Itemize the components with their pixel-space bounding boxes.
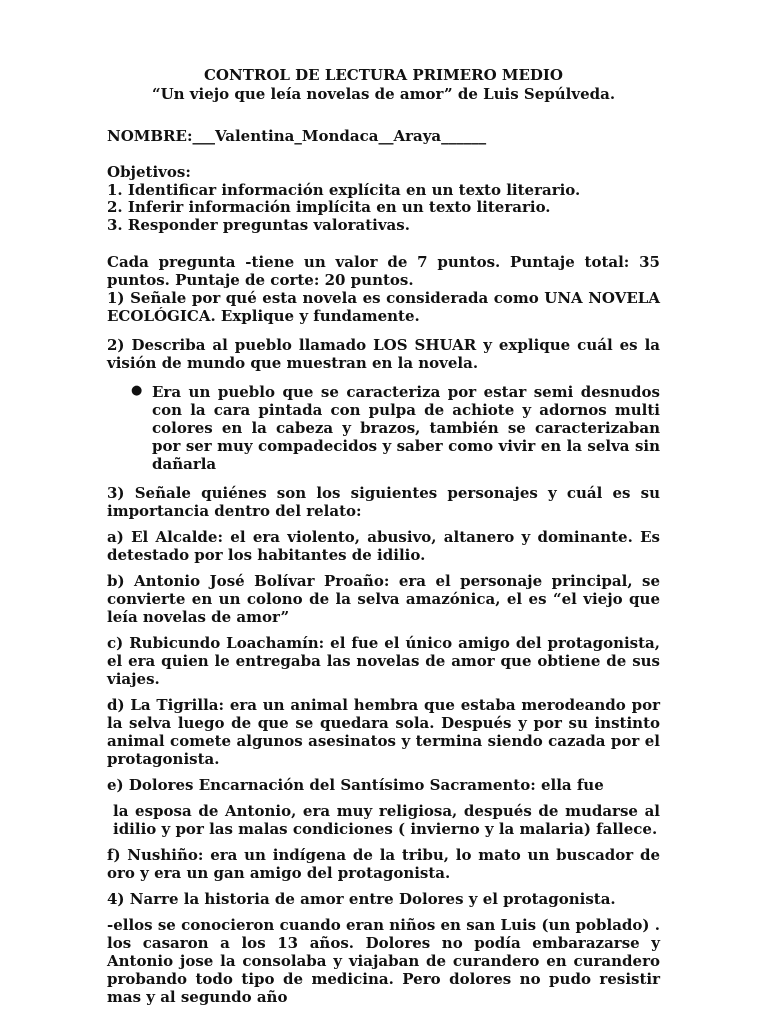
question-2: 2) Describa al pueblo llamado LOS SHUAR y explique cuál es la visión de mundo que muestran en la novela. bbox=[107, 336, 660, 372]
objectives-heading: Objetivos: bbox=[107, 163, 191, 181]
answer-4: -ellos se conocieron cuando eran niños en san Luis (un poblado) . los casaron a los 13 años. Dolores no podía embarazarse y Antonio jose la consolaba y viajaban de curandero en curandero probando todo tipo de medicina. Pero dolores no pudo resistir mas y al segundo año bbox=[107, 916, 660, 1006]
objective-item: 3. Responder preguntas valorativas. bbox=[107, 215, 410, 234]
answer-3b: b) Antonio José Bolívar Proaño: era el personaje principal, se convierte en un colono de la selva amazónica, el es “el viejo que leía novelas de amor” bbox=[107, 572, 660, 626]
objective-item: 2. Inferir información implícita en un texto literario. bbox=[107, 198, 551, 216]
objectives-section bbox=[107, 164, 660, 234]
answer-3f: f) Nushiño: era un indígena de la tribu, lo mato un buscador de oro y era un gan amigo del protagonista. bbox=[107, 846, 660, 882]
answer-2: Era un pueblo que se caracteriza por estar semi desnudos con la cara pintada con pulpa de achiote y adornos multi colores en la cabeza y brazos, también se caracterizaban por ser muy compadecidos y saber como vivir en la selva sin dañarla bbox=[152, 383, 660, 473]
question-3: 3) Señale quiénes son los siguientes personajes y cuál es su importancia dentro del relato: bbox=[107, 484, 660, 520]
student-name-line: NOMBRE:___Valentina_Mondaca__Araya______ bbox=[107, 127, 487, 145]
bullet-dot-icon: ● bbox=[131, 383, 143, 398]
answer-3e-heading: e) Dolores Encarnación del Santísimo Sacramento: ella fue bbox=[107, 776, 604, 794]
question-4: 4) Narre la historia de amor entre Dolores y el protagonista. bbox=[107, 890, 616, 908]
answer-3e-body: la esposa de Antonio, era muy religiosa, después de mudarse al idilio y por las malas condiciones ( invierno y la malaria) fallece. bbox=[113, 802, 660, 838]
scoring-info: Cada pregunta -tiene un valor de 7 puntos. Puntaje total: 35 puntos. Puntaje de corte: 20 puntos. bbox=[107, 253, 660, 289]
document-title: CONTROL DE LECTURA PRIMERO MEDIO bbox=[203, 66, 563, 84]
answer-3c: c) Rubicundo Loachamín: el fue el único amigo del protagonista, el era quien le entregaba las novelas de amor que obtiene de sus viajes. bbox=[107, 634, 660, 688]
document-subtitle: “Un viejo que leía novelas de amor” de Luis Sepúlveda. bbox=[151, 85, 616, 103]
answer-3a: a) El Alcalde: el era violento, abusivo, altanero y dominante. Es detestado por los habitantes de idilio. bbox=[107, 528, 660, 564]
objective-item: 1. Identificar información explícita en un texto literario. bbox=[107, 180, 581, 199]
document-header bbox=[107, 66, 660, 104]
question-1: 1) Señale por qué esta novela es considerada como UNA NOVELA ECOLÓGICA. Explique y fundamente. bbox=[107, 289, 660, 325]
answer-3d: d) La Tigrilla: era un animal hembra que estaba merodeando por la selva luego de que se quedara sola. Después y por su instinto animal comete algunos asesinatos y termina siendo cazada por el protagonista. bbox=[107, 696, 660, 768]
answer-2-bullet bbox=[107, 383, 660, 473]
